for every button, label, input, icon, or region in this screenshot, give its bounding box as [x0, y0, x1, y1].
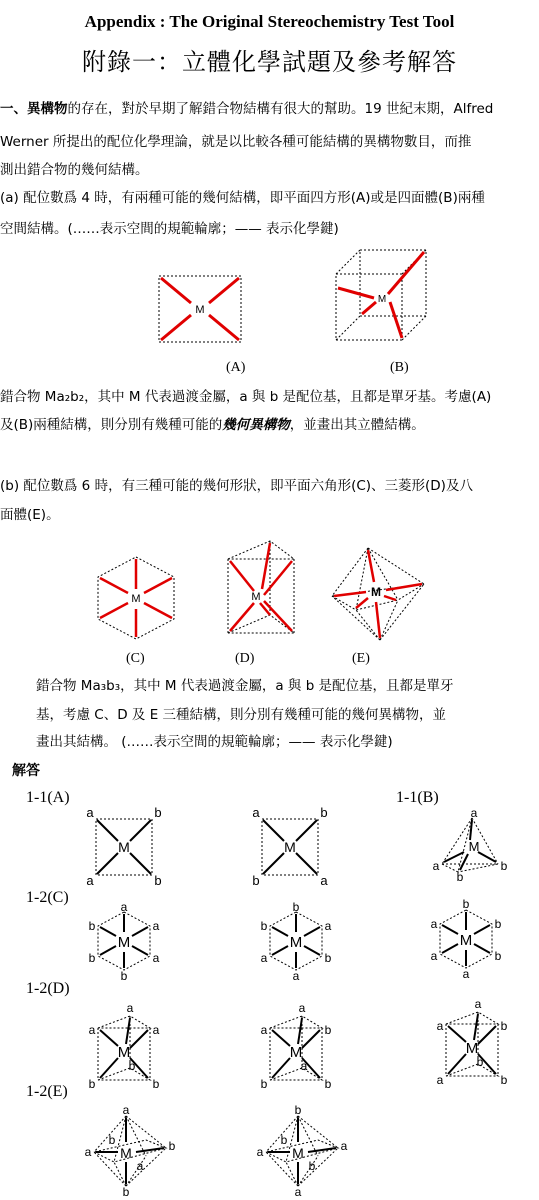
- ligand-b: b: [280, 1133, 288, 1147]
- ligand-b: b: [308, 1159, 316, 1173]
- ligand-a: a: [300, 1059, 308, 1073]
- ligand-a: a: [436, 1073, 444, 1087]
- ligand-a: a: [260, 951, 268, 965]
- answer-hexagonal-1: [84, 902, 164, 982]
- figure-tetrahedral: [330, 244, 432, 346]
- answer-label-12c: 1-2(C): [26, 889, 69, 906]
- ligand-a: a: [320, 873, 328, 887]
- metal-label: M: [289, 934, 303, 951]
- ligand-b: b: [88, 951, 96, 965]
- caption-c: (C): [126, 651, 145, 666]
- ligand-a: a: [430, 949, 438, 963]
- ligand-a: a: [136, 1159, 144, 1173]
- ligand-a: a: [324, 919, 332, 933]
- ligand-a: a: [152, 951, 160, 965]
- ligand-b: b: [128, 1059, 136, 1073]
- ligand-b: b: [260, 1077, 268, 1091]
- ligand-b: b: [494, 917, 502, 931]
- ligand-a: a: [470, 808, 478, 820]
- ligand-b: b: [88, 1077, 96, 1091]
- part-b-line-1: (b) 配位數爲 6 時，有三種可能的幾何形狀，即平面六角形(C)、三菱形(D)及八: [0, 478, 473, 494]
- figure-octahedral: [328, 544, 428, 644]
- ligand-a: a: [432, 859, 440, 873]
- ligand-b: b: [88, 919, 96, 933]
- ligand-b: b: [462, 898, 470, 911]
- answer-hexagonal-2: [256, 902, 336, 982]
- answer-label-12d: 1-2(D): [26, 980, 70, 997]
- ligand-b: b: [324, 951, 332, 965]
- caption-d: (D): [235, 651, 255, 666]
- part-b-line-2: 面體(E)。: [0, 507, 60, 523]
- answer-octahedral-mer: [252, 1104, 352, 1196]
- answer-square-trans: [250, 807, 330, 887]
- answer-label-11a: 1-1(A): [26, 789, 70, 806]
- ligand-b: b: [456, 870, 464, 882]
- intro-line-1: [0, 97, 535, 122]
- answer-square-cis: [84, 807, 164, 887]
- part-a-question-2: [0, 413, 535, 438]
- intro-lead: 一、異構物: [0, 101, 68, 117]
- part-b-question-1: 錯合物 Ma₃b₃，其中 M 代表過渡金屬，a 與 b 是配位基，且都是單牙: [36, 678, 454, 694]
- ligand-b: b: [168, 1139, 176, 1153]
- ligand-a: a: [292, 969, 300, 982]
- ligand-a: a: [88, 1023, 96, 1037]
- part-a-line-2: 空間結構。(……表示空間的規範輪廓；—— 表示化學鍵): [0, 221, 339, 237]
- ligand-a: a: [252, 807, 260, 820]
- figure-trigonal-prism: [222, 537, 300, 639]
- intro-lead-rest: 的存在，對於早期了解錯合物結構有很大的幫助。19 世紀末期，Alfred: [67, 101, 494, 117]
- ligand-b: b: [108, 1133, 116, 1147]
- metal-label: M: [289, 1044, 303, 1061]
- metal-label: M: [120, 1145, 132, 1161]
- intro-line-3: 測出錯合物的幾何結構。: [0, 162, 149, 178]
- metal-label: M: [117, 934, 131, 951]
- metal-label: M: [377, 294, 387, 305]
- answer-tetrahedral: [428, 808, 512, 882]
- title-english: Appendix : The Original Stereochemistry Test Tool: [84, 12, 455, 31]
- metal-label: M: [251, 591, 261, 603]
- ligand-a: a: [120, 902, 128, 914]
- q-text: ，並畫出其立體結構。: [289, 417, 425, 433]
- answer-prism-2: [258, 1000, 334, 1092]
- ligand-b: b: [152, 1077, 160, 1091]
- ligand-b: b: [500, 1073, 508, 1087]
- ligand-b: b: [260, 919, 268, 933]
- answer-label-12e: 1-2(E): [26, 1083, 68, 1100]
- intro-line-2: Werner 所提出的配位化學理論，就是以比較各種可能結構的異構物數目，而推: [0, 134, 472, 150]
- ligand-b: b: [500, 1019, 508, 1033]
- part-b-question-2: 基，考慮 C、D 及 E 三種結構，則分別有幾種可能的幾何異構物，並: [36, 707, 447, 723]
- answer-octahedral-fac: [80, 1104, 180, 1196]
- caption-a: (A): [226, 360, 246, 375]
- part-b-question-3: 畫出其結構。 (……表示空間的規範輪廓；—— 表示化學鍵): [36, 734, 393, 750]
- ligand-a: a: [462, 967, 470, 981]
- figure-hexagonal-planar: [94, 553, 178, 643]
- answer-prism-3: [434, 996, 510, 1088]
- answer-label-11b: 1-1(B): [396, 789, 439, 806]
- answer-hexagonal-3: [426, 898, 506, 982]
- metal-label: M: [118, 839, 130, 855]
- ligand-a: a: [126, 1001, 134, 1015]
- q-text: 及(B)兩種結構，則分別有幾種可能的: [0, 417, 223, 433]
- metal-label: M: [468, 839, 480, 854]
- ligand-a: a: [260, 1023, 268, 1037]
- ligand-b: b: [292, 902, 300, 914]
- ligand-a: a: [84, 1145, 92, 1159]
- ligand-a: a: [474, 997, 482, 1011]
- ligand-a: a: [294, 1185, 302, 1196]
- ligand-a: a: [152, 919, 160, 933]
- title-chinese: 附錄一：立體化學試題及參考解答: [82, 48, 457, 76]
- caption-b: (B): [390, 360, 409, 375]
- metal-label: M: [292, 1145, 304, 1161]
- ligand-b: b: [294, 1104, 302, 1117]
- answer-prism-1: [86, 1000, 162, 1092]
- ligand-a: a: [430, 917, 438, 931]
- q-emphasis: 幾何異構物: [222, 417, 290, 433]
- metal-label: M: [131, 593, 141, 605]
- ligand-b: b: [476, 1055, 484, 1069]
- ligand-a: a: [122, 1104, 130, 1117]
- ligand-b: b: [154, 807, 162, 820]
- ligand-b: b: [494, 949, 502, 963]
- ligand-b: b: [252, 873, 260, 887]
- caption-e: (E): [352, 651, 370, 666]
- ligand-a: a: [340, 1139, 348, 1153]
- part-a-line-1: (a) 配位數爲 4 時，有兩種可能的幾何結構，即平面四方形(A)或是四面體(B)兩種: [0, 190, 485, 206]
- ligand-a: a: [256, 1145, 264, 1159]
- ligand-a: a: [86, 807, 94, 820]
- ligand-b: b: [500, 859, 508, 873]
- metal-label: M: [284, 839, 296, 855]
- metal-label: M: [371, 585, 381, 599]
- ligand-a: a: [436, 1019, 444, 1033]
- ligand-b: b: [324, 1077, 332, 1091]
- ligand-a: a: [298, 1001, 306, 1015]
- part-a-question-1: 錯合物 Ma₂b₂，其中 M 代表過渡金屬，a 與 b 是配位基，且都是單牙基。考慮(A): [0, 389, 492, 405]
- ligand-a: a: [86, 873, 94, 887]
- ligand-b: b: [154, 873, 162, 887]
- ligand-b: b: [120, 969, 128, 982]
- figure-square-planar: [155, 272, 245, 347]
- ligand-b: b: [320, 807, 328, 820]
- answers-heading: 解答: [12, 763, 40, 779]
- ligand-b: b: [122, 1185, 130, 1196]
- metal-label: M: [117, 1044, 131, 1061]
- ligand-a: a: [152, 1023, 160, 1037]
- metal-label: M: [195, 304, 205, 316]
- metal-label: M: [459, 932, 473, 949]
- metal-label: M: [465, 1040, 479, 1057]
- ligand-b: b: [324, 1023, 332, 1037]
